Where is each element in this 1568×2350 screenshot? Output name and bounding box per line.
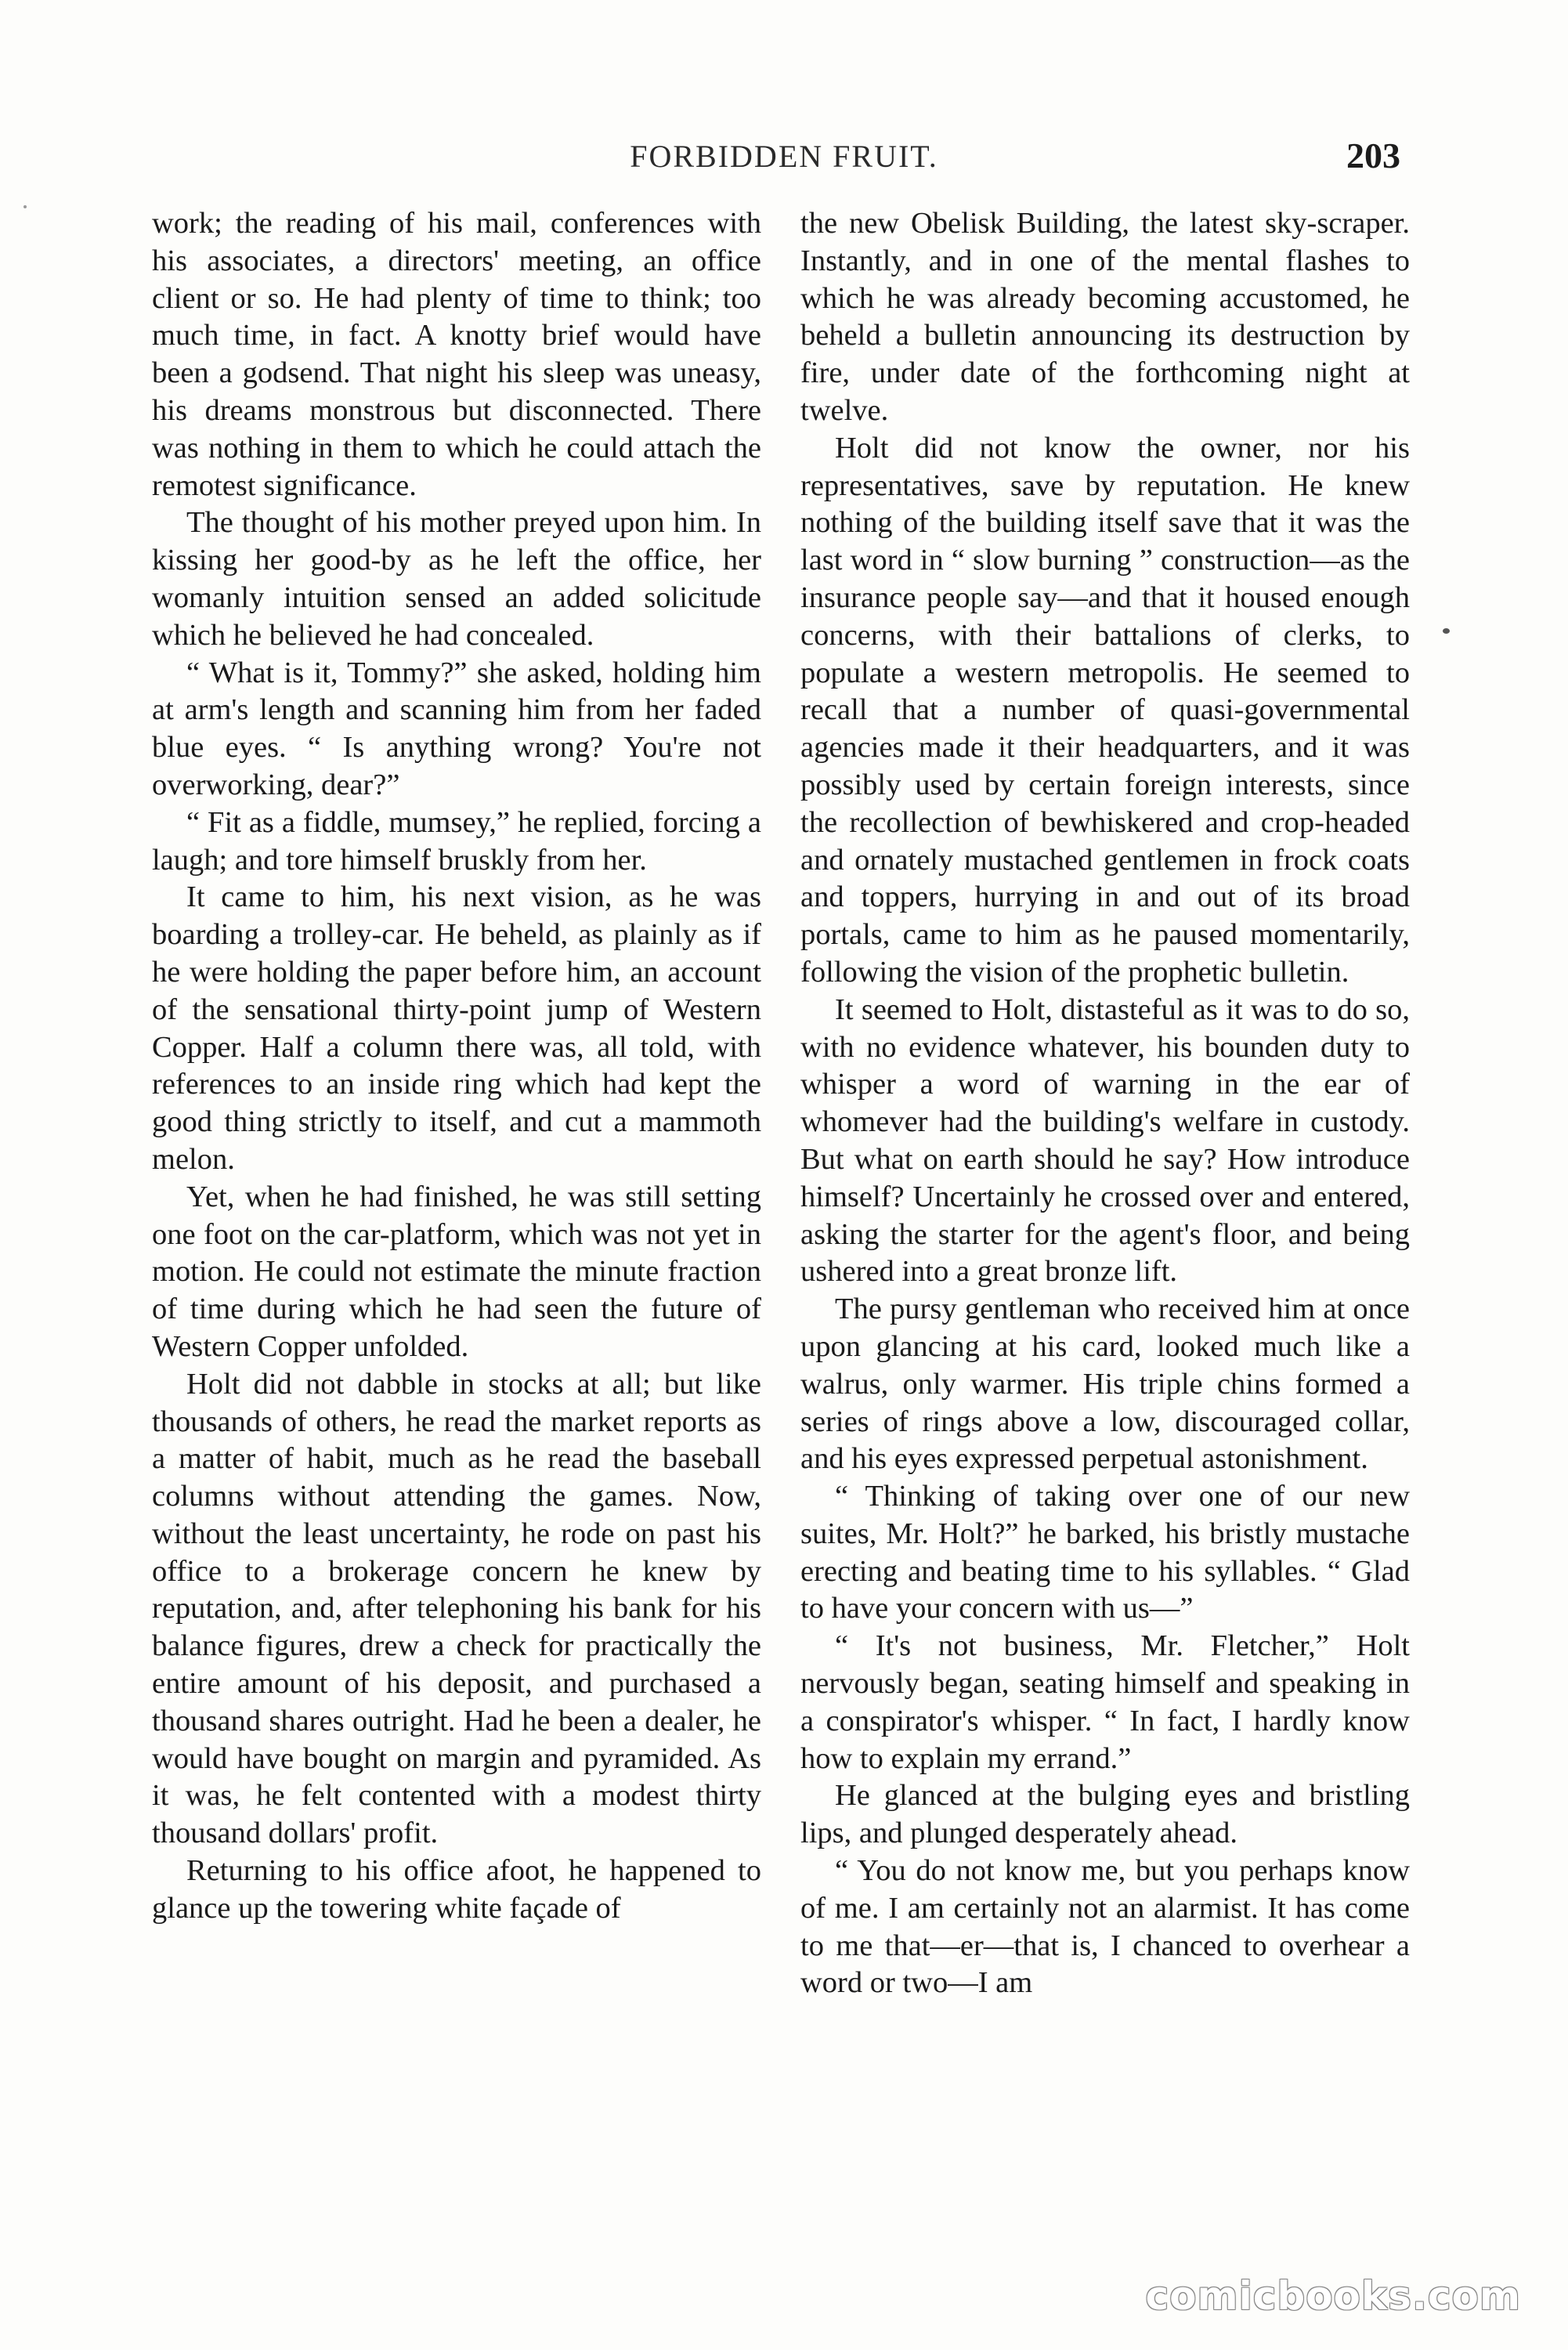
paragraph: Yet, when he had finished, he was still setting one foot on the car-platform, which was not yet in motion. He could not estimate the minute fraction of time during which he had seen the future of Western Copper unfolded. bbox=[152, 1180, 761, 1363]
running-title: FORBIDDEN FRUIT. bbox=[630, 139, 938, 174]
paragraph: “ What is it, Tommy?” she asked, holding him at arm's length and scanning him from her faded blue eyes. “ Is anything wrong? You're not overworking, dear?” bbox=[152, 656, 761, 801]
paragraph: The pursy gentleman who received him at once upon glancing at his card, looked much like a walrus, only warmer. His triple chins formed a series of rings above a low, discouraged collar, and his eyes expressed perpetual astonishment. bbox=[800, 1292, 1410, 1476]
page-header bbox=[0, 138, 1568, 185]
paragraph: work; the reading of his mail, conferences with his associates, a directors' meeting, an office client or so. He had plenty of time to think; too much time, in fact. A knotty brief would have been a godsend. That night his sleep was uneasy, his dreams monstrous but disconnected. There was nothing in them to which he could attach the remotest significance. bbox=[152, 207, 761, 502]
paragraph: “ You do not know me, but you perhaps know of me. I am certainly not an alarmist. It has come to me that—er—that is, I chanced to overhear a word or two—I am bbox=[800, 1854, 1410, 2000]
page-number: 203 bbox=[1346, 136, 1400, 175]
scan-speck bbox=[1443, 628, 1450, 634]
paragraph: Holt did not know the owner, nor his representatives, save by reputation. He knew nothing of the building itself save that it was the last word in “ slow burning ” construction—as the insurance people say—and that it housed enough concerns, with their battalions of clerks, to populate a western metropolis. He seemed to recall that a number of quasi-governmental agencies made it their headquarters, and it was possibly used by certain foreign interests, since the recollection of bewhiskered and crop-headed and ornately mustached gentlemen in frock coats and toppers, hurrying in and out of its broad portals, came to him as he paused momentarily, following the vision of the prophetic bulletin. bbox=[800, 431, 1410, 989]
paragraph: “ Fit as a fiddle, mumsey,” he replied, forcing a laugh; and tore himself bruskly from her. bbox=[152, 805, 761, 877]
scan-speck bbox=[23, 205, 27, 208]
paragraph: the new Obelisk Building, the latest sky-scraper. Instantly, and in one of the mental flashes to which he was already becoming accustomed, he beheld a bulletin announcing its destruction by fire, under date of the forthcoming night at twelve. bbox=[800, 207, 1410, 427]
paragraph: The thought of his mother preyed upon him. In kissing her good-by as he left the office, her womanly intuition sensed an added solicitude which he believed he had concealed. bbox=[152, 506, 761, 652]
paragraph: “ Thinking of taking over one of our new suites, Mr. Holt?” he barked, his bristly mustache erecting and beating time to his syllables. “ Glad to have your concern with us—” bbox=[800, 1480, 1410, 1625]
paragraph: He glanced at the bulging eyes and bristling lips, and plunged desperately ahead. bbox=[800, 1779, 1410, 1850]
paragraph: Returning to his office afoot, he happened to glance up the towering white façade of bbox=[152, 1854, 761, 1925]
paragraph: Holt did not dabble in stocks at all; but like thousands of others, he read the market reports as a matter of habit, much as he read the baseball columns without attending the games. Now, without the least uncertainty, he rode on past his office to a brokerage concern he knew by reputation, and, after telephoning his bank for his balance figures, drew a check for practically the entire amount of his deposit, and purchased a thousand shares outright. Had he been a dealer, he would have bought on margin and pyramided. As it was, he felt contented with a modest thirty thousand dollars' profit. bbox=[152, 1367, 761, 1850]
paragraph: It seemed to Holt, distasteful as it was to do so, with no evidence whatever, his bounden duty to whisper a word of warning in the ear of whomever had the building's welfare in custody. But what on earth should he say? How introduce himself? Uncertainly he crossed over and entered, asking the starter for the agent's floor, and being ushered into a great bronze lift. bbox=[800, 992, 1410, 1289]
watermark-logo: comicbooks.com bbox=[1145, 2273, 1521, 2319]
right-column bbox=[800, 205, 1410, 2002]
paragraph: It came to him, his next vision, as he was boarding a trolley-car. He beheld, as plainly as if he were holding the paper before him, an account of the sensational thirty-point jump of Western Copper. Half a column there was, all told, with references to an inside ring which had kept the good thing strictly to itself, and cut a mammoth melon. bbox=[152, 880, 761, 1176]
paragraph: “ It's not business, Mr. Fletcher,” Holt nervously began, seating himself and speaking in a conspirator's whisper. “ In fact, I hardly know how to explain my errand.” bbox=[800, 1629, 1410, 1775]
left-column bbox=[152, 205, 761, 1928]
